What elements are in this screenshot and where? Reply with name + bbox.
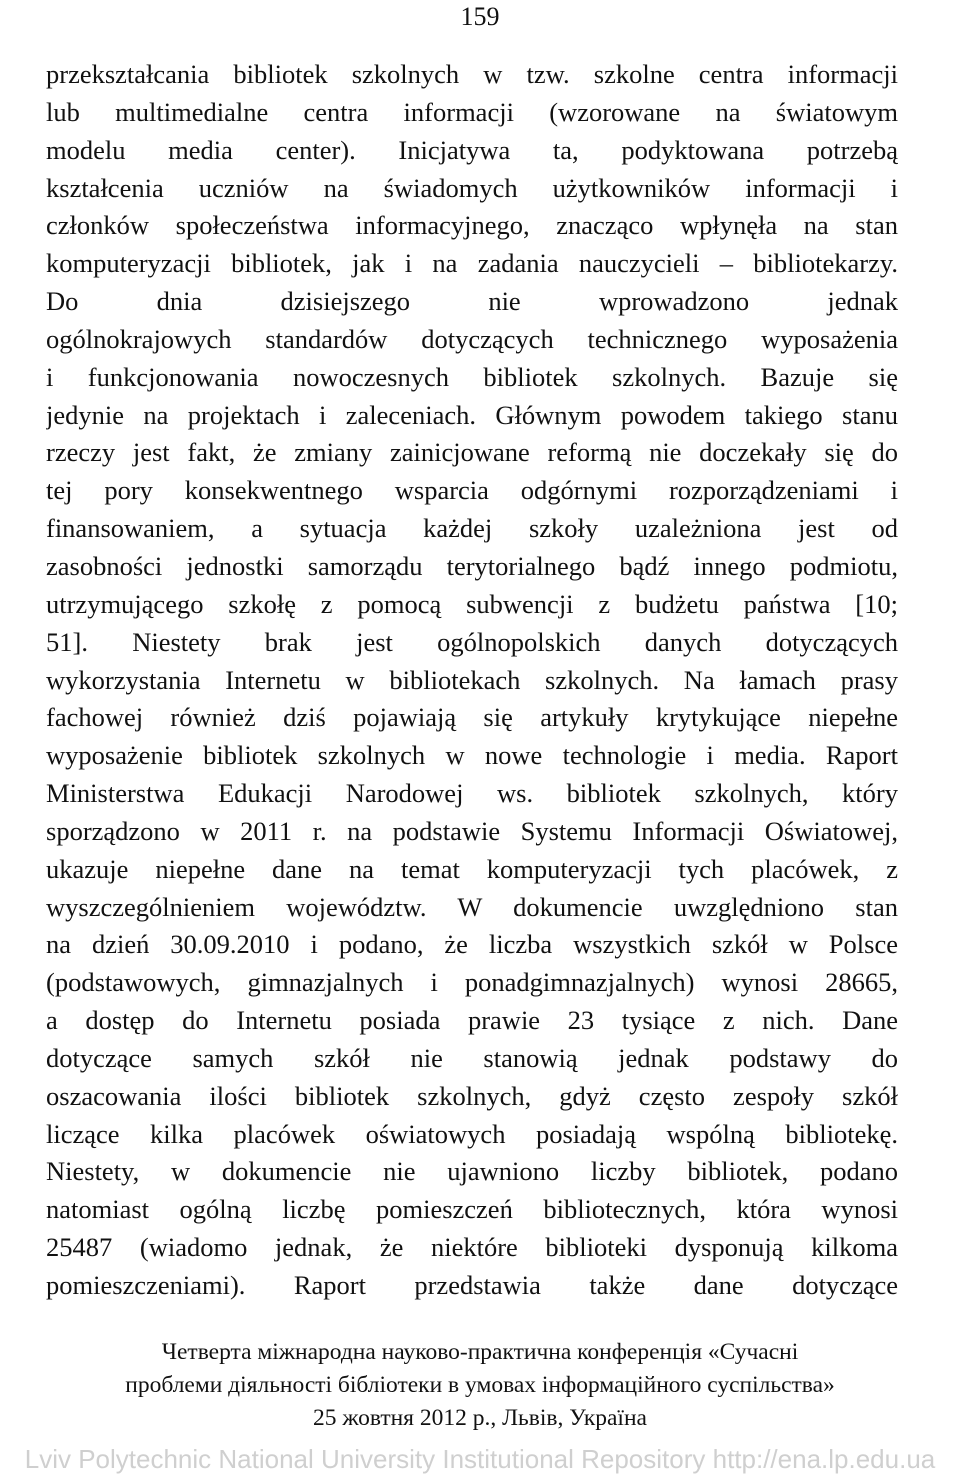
text-line: pomieszczeniami). Raport przedstawia także dane dotyczące <box>46 1270 898 1300</box>
text-line: jedynie na projektach i zaleceniach. Głównym powodem takiego stanu <box>46 399 898 430</box>
text-line: kształcenia uczniów na świadomych użytkowników informacji i <box>46 172 898 203</box>
text-line: oszacowania ilości bibliotek szkolnych, gdyż często zespoły szkół <box>46 1080 898 1111</box>
text-line: 25487 (wiadomo jednak, że niektóre biblioteki dysponują kilkoma <box>46 1232 898 1263</box>
page-number: 159 <box>460 2 500 31</box>
text-line: wyszczególnieniem województw. W dokumencie uwzględniono stan <box>46 891 898 922</box>
text-line: członków społeczeństwa informacyjnego, znacząco wpłynęła na stan <box>46 210 898 241</box>
text-line: natomiast ogólną liczbę pomieszczeń bibliotecznych, która wynosi <box>46 1194 898 1225</box>
text-line: ukazuje niepełne dane na temat komputeryzacji tych placówek, z <box>46 853 898 884</box>
text-line: 51]. Niestety brak jest ogólnopolskich danych dotyczących <box>46 626 898 657</box>
text-line: i funkcjonowania nowoczesnych bibliotek szkolnych. Bazuje się <box>46 361 898 392</box>
text-line: Niestety, w dokumencie nie ujawniono liczby bibliotek, podano <box>46 1156 898 1187</box>
text-line: lub multimedialne centra informacji (wzorowane na światowym <box>46 96 898 127</box>
text-line: liczące kilka placówek oświatowych posiadają wspólną bibliotekę. <box>46 1118 898 1149</box>
text-line: Do dnia dzisiejszego nie wprowadzono jednak <box>46 286 898 317</box>
text-line: komputeryzacji bibliotek, jak i na zadania nauczycieli – bibliotekarzy. <box>46 248 898 279</box>
text-line: ogólnokrajowych standardów dotyczących technicznego wyposażenia <box>46 323 898 354</box>
conference-footer-date: 25 жовтня 2012 р., Львів, Україна <box>313 1405 647 1431</box>
text-line: na dzień 30.09.2010 i podano, że liczba wszystkich szkół w Polsce <box>46 929 898 960</box>
text-line: zasobności jednostki samorządu terytorialnego bądź innego podmiotu, <box>46 550 898 581</box>
text-line: wykorzystania Internetu w bibliotekach szkolnych. Na łamach prasy <box>46 664 898 695</box>
text-line: fachowej również dziś pojawiają się artykuły krytykujące niepełne <box>46 702 898 733</box>
text-line: dotyczące samych szkół nie stanowią jednak podstawy do <box>46 1042 898 1073</box>
text-line: a dostęp do Internetu posiada prawie 23 tysiące z nich. Dane <box>46 1005 898 1036</box>
text-line: przekształcania bibliotek szkolnych w tzw. szkolne centra informacji <box>46 59 898 89</box>
text-line: Ministerstwa Edukacji Narodowej ws. bibliotek szkolnych, który <box>46 778 898 809</box>
text-line: sporządzono w 2011 r. na podstawie Systemu Informacji Oświatowej, <box>46 815 898 846</box>
text-line: utrzymującego szkołę z pomocą subwencji z budżetu państwa [10; <box>46 588 898 619</box>
repository-watermark: Lviv Polytechnic National University Institutional Repository http://ena.lp.edu.ua <box>24 1444 936 1474</box>
conference-footer-line-2: проблеми діяльності бібліотеки в умовах інформаційного суспільства» <box>125 1372 835 1398</box>
body-text <box>46 56 898 1305</box>
text-line: tej pory konsekwentnego wsparcia odgórnymi rozporządzeniami i <box>46 475 898 506</box>
text-line: rzeczy jest fakt, że zmiany zainicjowane reformą nie doczekały się do <box>46 437 898 468</box>
conference-footer-line-1: Четверта міжнародна науково-практична конференція «Сучасні <box>161 1339 799 1365</box>
text-line: modelu media center). Inicjatywa ta, podyktowana potrzebą <box>46 134 898 165</box>
text-line: (podstawowych, gimnazjalnych i ponadgimnazjalnych) wynosi 28665, <box>46 967 898 998</box>
text-line: wyposażenie bibliotek szkolnych w nowe technologie i media. Raport <box>46 740 898 771</box>
text-line: finansowaniem, a sytuacja każdej szkoły uzależniona jest od <box>46 513 898 544</box>
